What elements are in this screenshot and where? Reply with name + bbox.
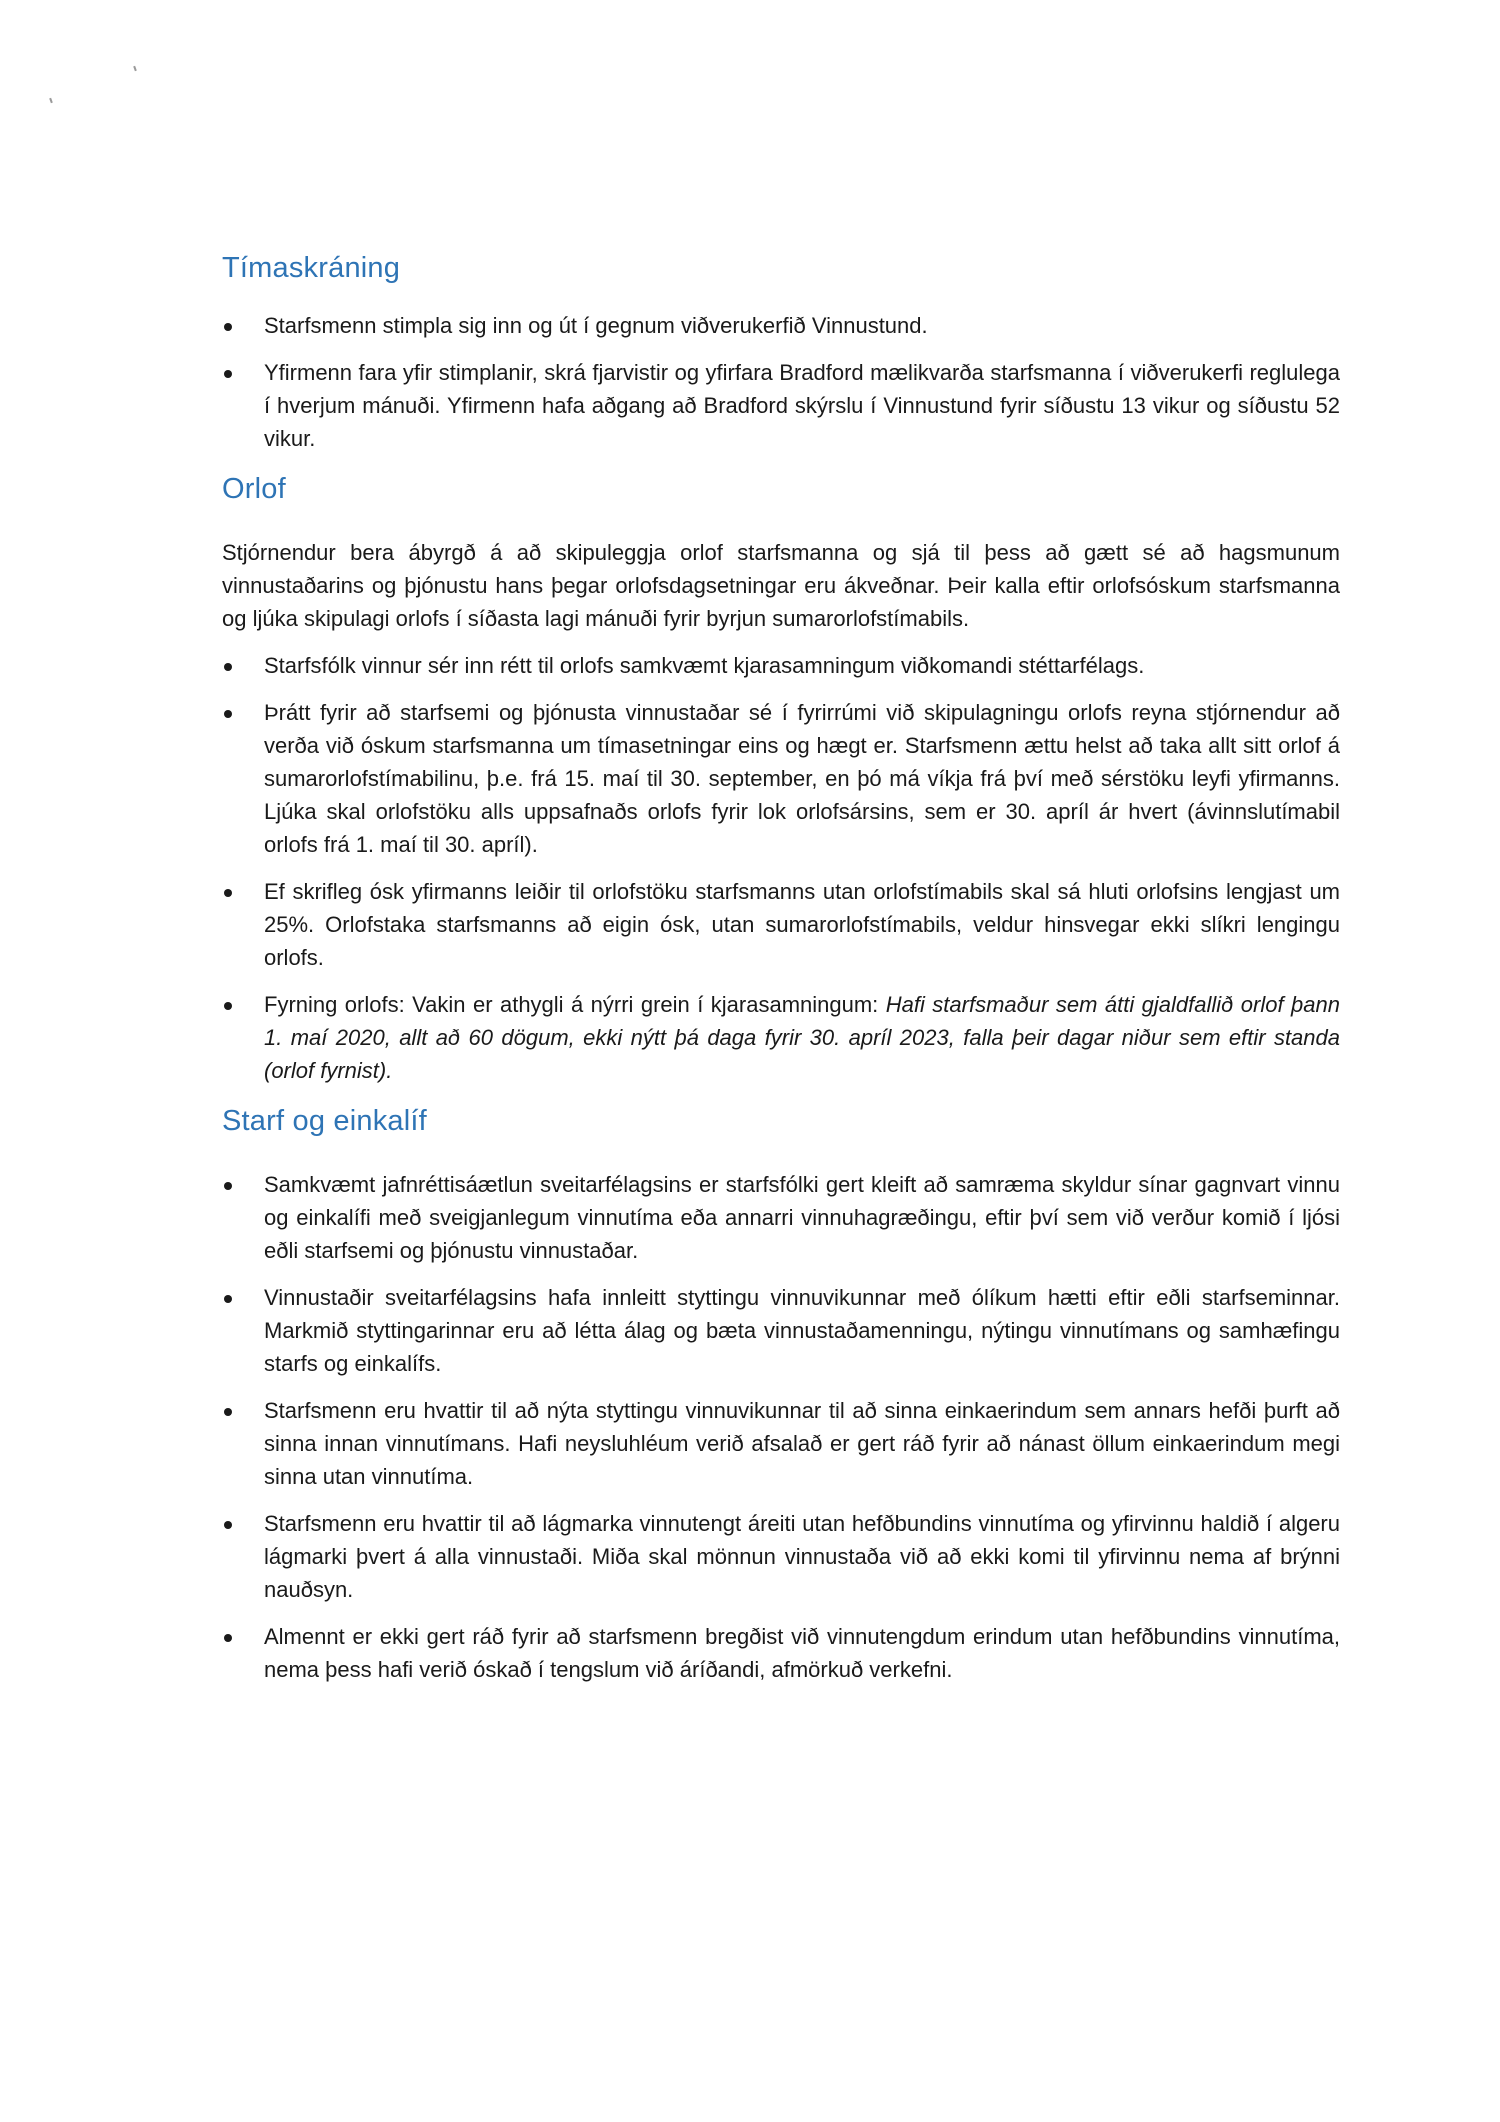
list-item bbox=[222, 988, 1340, 1087]
scan-speck bbox=[49, 98, 53, 103]
section-timaskraning bbox=[222, 252, 1340, 455]
list-item bbox=[222, 1168, 1340, 1267]
fyrning-lead-text: Fyrning orlofs: Vakin er athygli á nýrri grein í kjarasamningum: bbox=[264, 992, 886, 1017]
list-item-text: Almennt er ekki gert ráð fyrir að starfsmenn bregðist við vinnutengdum erindum utan hefðbundins vinnutíma, nema þess hafi verið óskað í tengslum við áríðandi, afmörkuð verkefni. bbox=[264, 1624, 1340, 1682]
list-item-text: Ef skrifleg ósk yfirmanns leiðir til orlofstöku starfsmanns utan orlofstímabils skal sá hluti orlofsins lengjast um 25%. Orlofstaka starfsmanns að eigin ósk, utan sumarorlofstímabils, veldur hinsvegar ekki slíkri lengingu orlofs. bbox=[264, 879, 1340, 970]
section-intro: Stjórnendur bera ábyrgð á að skipuleggja orlof starfsmanna og sjá til þess að gætt sé að hagsmunum vinnustaðarins og þjónustu hans þegar orlofsdagsetningar eru ákveðnar. Þeir kalla eftir orlofsóskum starfsmanna og ljúka skipulagi orlofs í síðasta lagi mánuði fyrir byrjun sumarorlofstímabils. bbox=[222, 540, 1340, 631]
bullet-icon bbox=[224, 370, 232, 378]
bullet-icon bbox=[224, 323, 232, 331]
list-item-text: Samkvæmt jafnréttisáætlun sveitarfélagsins er starfsfólki gert kleift að samræma skyldur sínar gagnvart vinnu og einkalífi með sveigjanlegum vinnutíma eða annarri vinnuhagræðingu, eftir því sem við verður komið í ljósi eðli starfsemi og þjónustu vinnustaðar. bbox=[264, 1172, 1340, 1263]
bullet-icon bbox=[224, 1182, 232, 1190]
bullet-list bbox=[222, 309, 1340, 455]
list-item-text: Starfsmenn eru hvattir til að lágmarka vinnutengt áreiti utan hefðbundins vinnutíma og yfirvinnu haldið í algeru lágmarki þvert á alla vinnustaði. Miða skal mönnun vinnustaða við að ekki komi til yfirvinnu nema af brýnni nauðsyn. bbox=[264, 1511, 1340, 1602]
section-heading: Tímaskráning bbox=[222, 252, 401, 284]
bullet-icon bbox=[224, 1634, 232, 1642]
section-heading: Starf og einkalíf bbox=[222, 1105, 427, 1137]
list-item bbox=[222, 875, 1340, 974]
fyrning-italic-text: Hafi starfsmaður sem átti gjaldfallið orlof þann 1. maí 2020, allt að 60 dögum, ekki nýtt þá daga fyrir 30. apríl 2023, falla þeir dagar niður sem eftir standa (orlof fyrnist). bbox=[264, 992, 1340, 1083]
bullet-icon bbox=[224, 889, 232, 897]
list-item bbox=[222, 309, 1340, 342]
bullet-icon bbox=[224, 1002, 232, 1010]
bullet-icon bbox=[224, 663, 232, 671]
bullet-list bbox=[222, 649, 1340, 1087]
section-heading: Orlof bbox=[222, 473, 286, 505]
list-item bbox=[222, 1507, 1340, 1606]
list-item bbox=[222, 1394, 1340, 1493]
bullet-icon bbox=[224, 1521, 232, 1529]
list-item bbox=[222, 356, 1340, 455]
bullet-icon bbox=[224, 710, 232, 718]
document-content bbox=[222, 252, 1340, 1704]
list-item bbox=[222, 696, 1340, 861]
list-item bbox=[222, 1281, 1340, 1380]
bullet-icon bbox=[224, 1408, 232, 1416]
list-item-text: Þrátt fyrir að starfsemi og þjónusta vinnustaðar sé í fyrirrúmi við skipulagningu orlofs reyna stjórnendur að verða við óskum starfsmanna um tímasetningar eins og hægt er. Starfsmenn ættu helst að taka allt sitt orlof á sumarorlofstímabilinu, þ.e. frá 15. maí til 30. september, en þó má víkja frá því með sérstöku leyfi yfirmanns. Ljúka skal orlofstöku alls uppsafnaðs orlofs fyrir lok orlofsársins, sem er 30. apríl ár hvert (ávinnslutímabil orlofs frá 1. maí til 30. apríl). bbox=[264, 700, 1340, 857]
list-item-text: Vinnustaðir sveitarfélagsins hafa innleitt styttingu vinnuvikunnar með ólíkum hætti eftir eðli starfseminnar. Markmið styttingarinnar eru að létta álag og bæta vinnustaðamenningu, nýtingu vinnutímans og samhæfingu starfs og einkalífs. bbox=[264, 1285, 1340, 1376]
list-item-text: Starfsmenn stimpla sig inn og út í gegnum viðverukerfið Vinnustund. bbox=[264, 313, 928, 338]
bullet-icon bbox=[224, 1295, 232, 1303]
list-item bbox=[222, 649, 1340, 682]
list-item-text: Yfirmenn fara yfir stimplanir, skrá fjarvistir og yfirfara Bradford mælikvarða starfsmanna í viðverukerfi reglulega í hverjum mánuði. Yfirmenn hafa aðgang að Bradford skýrslu í Vinnustund fyrir síðustu 13 vikur og síðustu 52 vikur. bbox=[264, 360, 1340, 451]
section-orlof bbox=[222, 473, 1340, 1087]
list-item-text: Starfsfólk vinnur sér inn rétt til orlofs samkvæmt kjarasamningum viðkomandi stéttarfélags. bbox=[264, 653, 1145, 678]
bullet-list bbox=[222, 1168, 1340, 1686]
section-starf-og-einkalif bbox=[222, 1105, 1340, 1686]
list-item-text: Starfsmenn eru hvattir til að nýta styttingu vinnuvikunnar til að sinna einkaerindum sem annars hefði þurft að sinna innan vinnutímans. Hafi neysluhléum verið afsalað er gert ráð fyrir að nánast öllum einkaerindum megi sinna utan vinnutíma. bbox=[264, 1398, 1340, 1489]
list-item bbox=[222, 1620, 1340, 1686]
scan-speck bbox=[133, 66, 137, 71]
